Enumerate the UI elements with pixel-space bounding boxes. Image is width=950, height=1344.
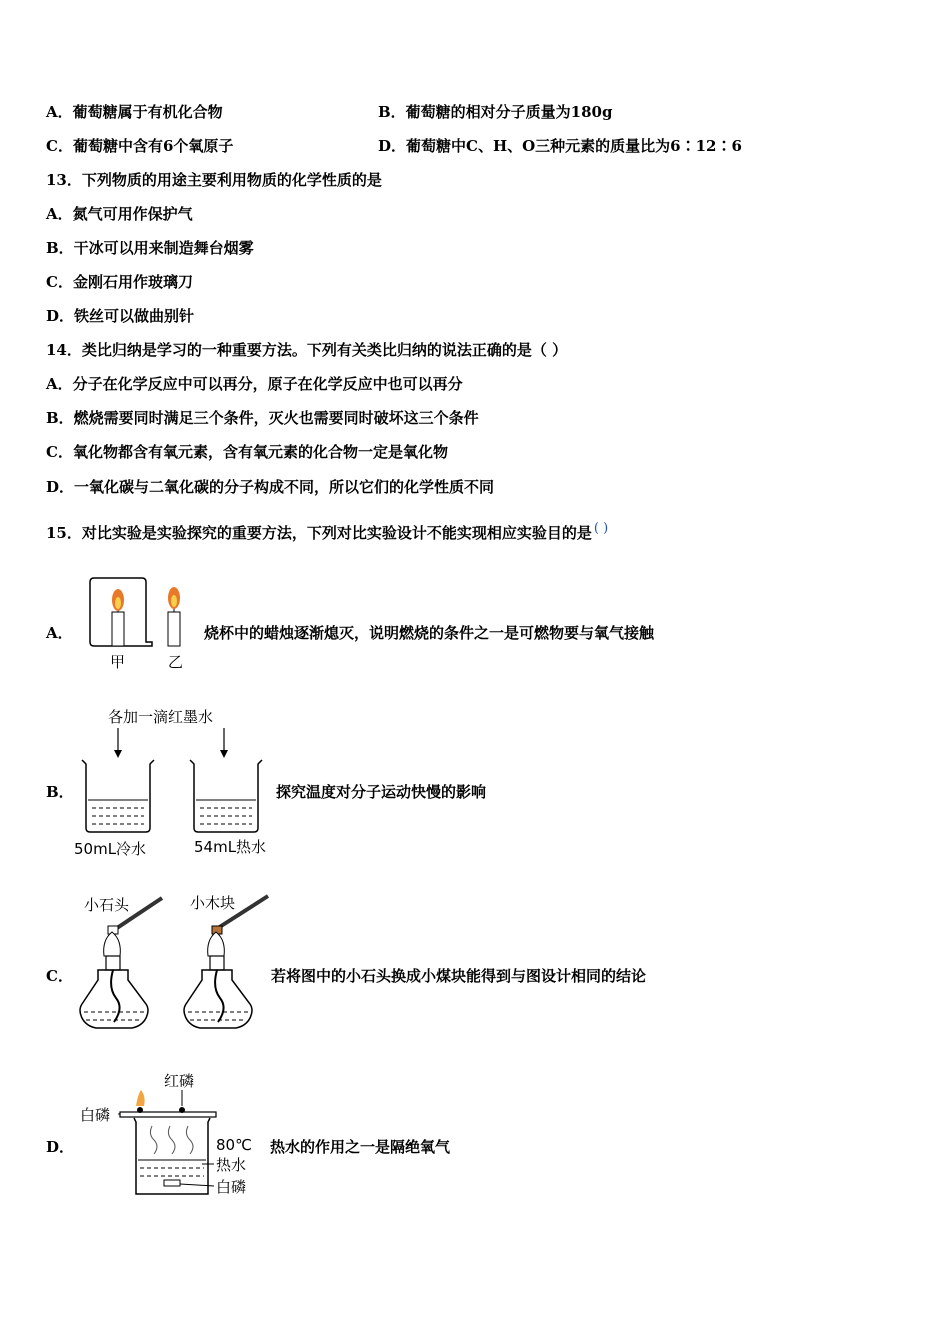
q15-b-letter: B．	[46, 783, 74, 801]
phosphorus-figure	[78, 1066, 268, 1206]
copper-plate	[120, 1112, 216, 1117]
q15-stem-text: 15．对比实验是实验探究的重要方法，下列对比实验设计不能实现相应实验目的是	[46, 524, 592, 542]
q15-d-letter: D．	[46, 1138, 75, 1156]
alcohol-lamp-left	[80, 970, 148, 1028]
label-jia: 甲	[110, 653, 126, 671]
label-ink-drop: 各加一滴红墨水	[108, 708, 214, 726]
q15-a-letter: A．	[46, 624, 73, 642]
q13-option-a: A．氮气可用作保护气	[46, 205, 193, 223]
q12-option-b: B．葡萄糖的相对分子质量为180g	[378, 103, 613, 121]
candle-yi	[168, 612, 180, 646]
q14-stem: 14．类比归纳是学习的一种重要方法。下列有关类比归纳的说法正确的是（ ）	[46, 341, 568, 359]
label-yi: 乙	[168, 653, 184, 671]
q12-option-d: D．葡萄糖中C、H、O三种元素的质量比为6∶12∶6	[378, 137, 742, 155]
q14-option-a: A．分子在化学反应中可以再分，原子在化学反应中也可以再分	[46, 375, 463, 393]
alcohol-lamp-right	[184, 970, 252, 1028]
q15-answer-paren: ( )	[593, 521, 609, 536]
q12-option-a: A．葡萄糖属于有机化合物	[46, 103, 223, 121]
q14-option-b: B．燃烧需要同时满足三个条件，灭火也需要同时破坏这三个条件	[46, 409, 479, 427]
label-cold-water: 50mL冷水	[74, 840, 147, 858]
arrow-down-icon	[220, 750, 228, 758]
beaker-cold-water	[82, 760, 154, 832]
label-small-wood: 小木块	[190, 894, 236, 912]
q15-stem	[46, 523, 608, 545]
label-hot-water: 热水	[216, 1156, 247, 1174]
q13-option-b: B．干冰可以用来制造舞台烟雾	[46, 239, 254, 257]
beakers-ink-figure	[72, 702, 282, 862]
white-phosphorus-underwater	[164, 1180, 180, 1186]
q15-c-description: 若将图中的小石头换成小煤块能得到与图设计相同的结论	[271, 967, 647, 985]
q14-option-d: D．一氧化碳与二氧化碳的分子构成不同，所以它们的化学性质不同	[46, 478, 495, 496]
q12-option-c: C．葡萄糖中含有6个氧原子	[46, 137, 234, 155]
label-small-stone: 小石头	[84, 896, 130, 914]
label-white-phosphorus-top: 白磷	[80, 1106, 111, 1124]
q15-a-description: 烧杯中的蜡烛逐渐熄灭，说明燃烧的条件之一是可燃物要与氧气接触	[204, 624, 655, 642]
q15-c-letter: C．	[46, 967, 73, 985]
candle-jia	[112, 612, 124, 646]
beaker-hot-water	[190, 760, 262, 832]
label-red-phosphorus: 红磷	[164, 1072, 195, 1090]
q15-b-description: 探究温度对分子运动快慢的影响	[276, 783, 487, 801]
candle-beaker-figure	[80, 572, 200, 672]
q13-stem: 13．下列物质的用途主要利用物质的化学性质的是	[46, 171, 382, 189]
q13-option-c: C．金刚石用作玻璃刀	[46, 273, 193, 291]
label-white-phosphorus-bottom: 白磷	[216, 1178, 247, 1196]
label-hot-water: 54mL热水	[194, 838, 267, 856]
flame-icon	[136, 1090, 145, 1106]
q15-d-description: 热水的作用之一是隔绝氧气	[270, 1138, 451, 1156]
alcohol-lamps-figure	[78, 888, 278, 1048]
arrow-down-icon	[114, 750, 122, 758]
label-temperature: 80℃	[216, 1136, 252, 1154]
q13-option-d: D．铁丝可以做曲别针	[46, 307, 195, 325]
q14-option-c: C．氧化物都含有氧元素，含有氧元素的化合物一定是氧化物	[46, 443, 448, 461]
